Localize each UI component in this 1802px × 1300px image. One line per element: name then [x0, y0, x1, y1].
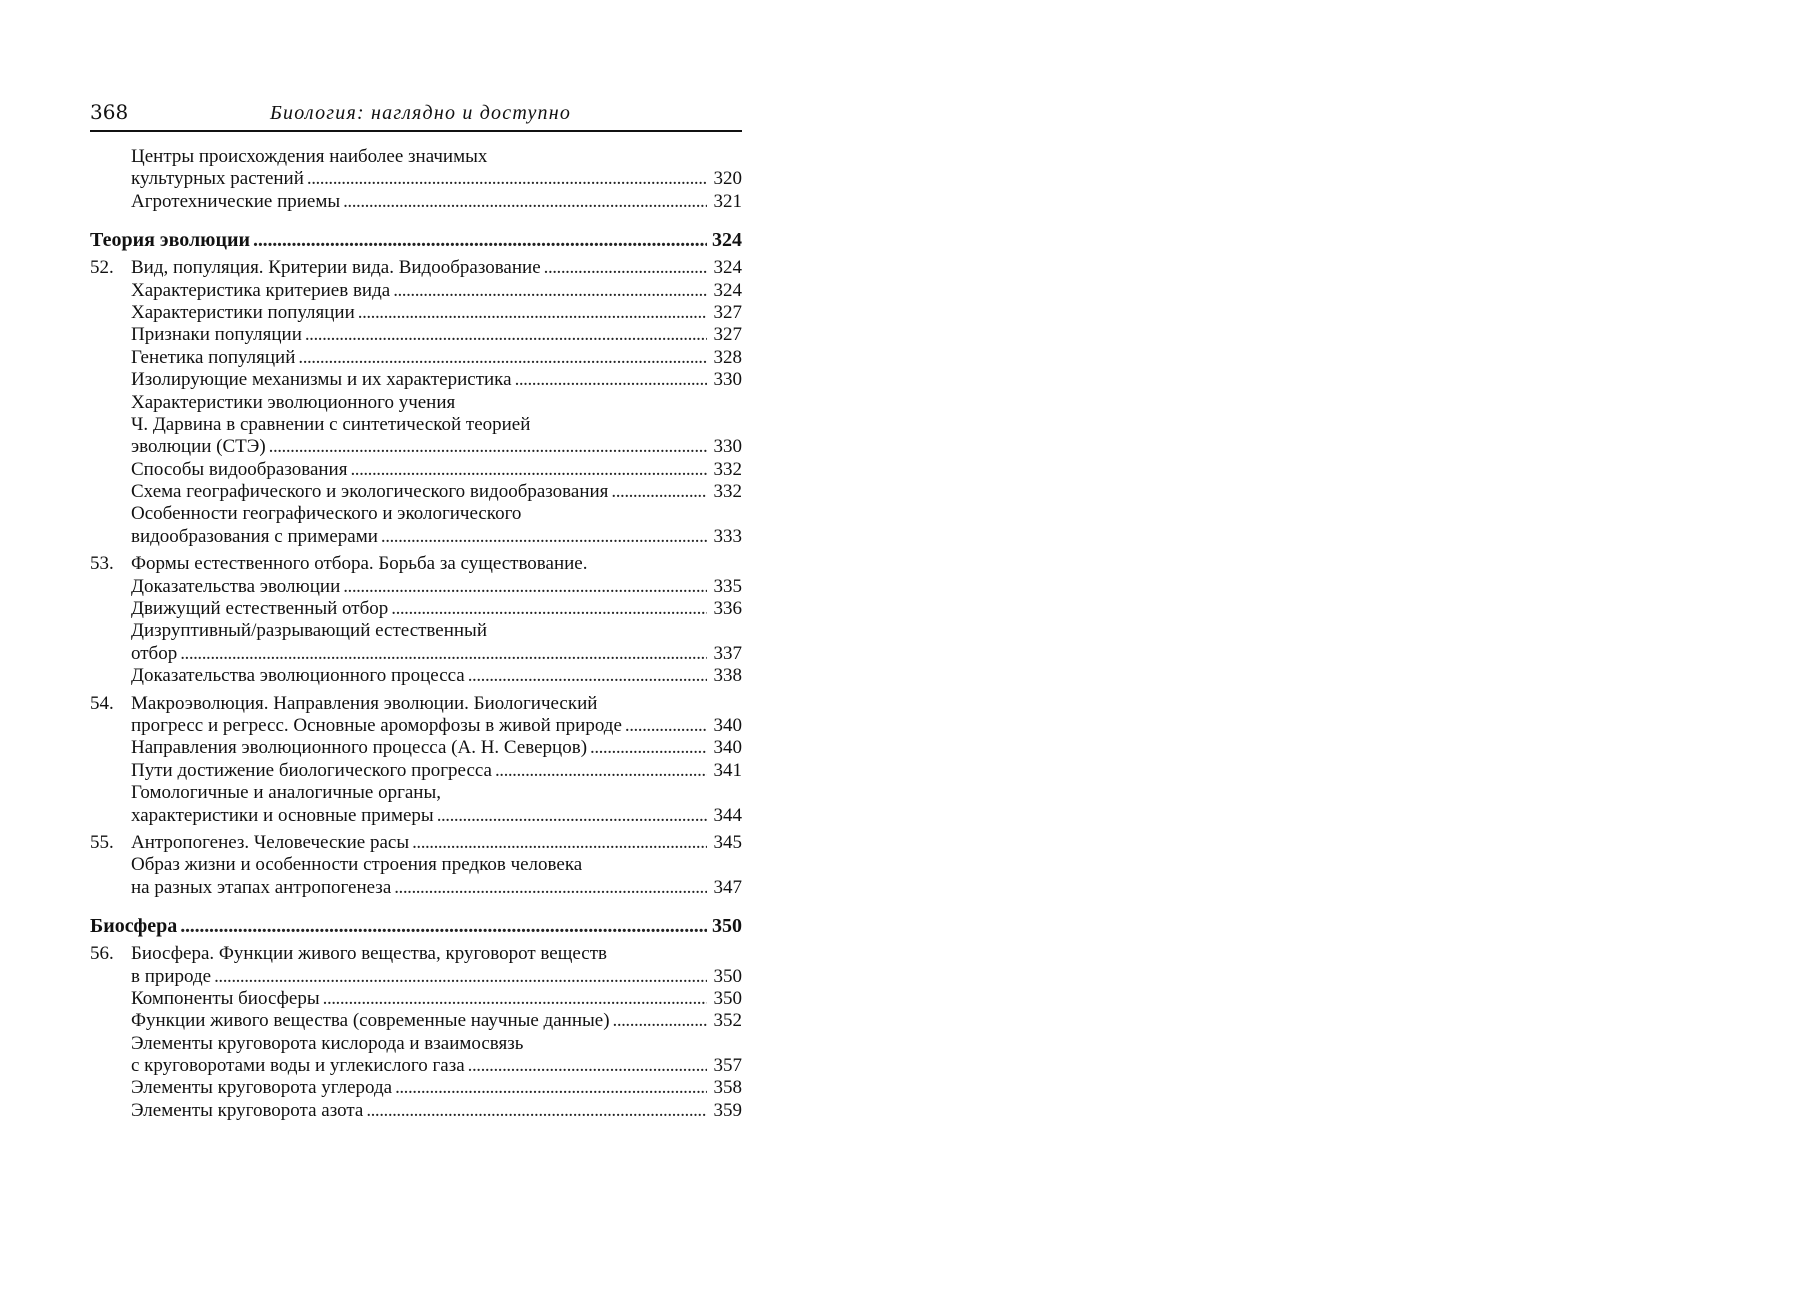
- toc-page-number: 350: [712, 915, 742, 938]
- toc-page-number: 358: [713, 1077, 742, 1099]
- toc-page-number: 327: [713, 324, 742, 346]
- toc-page-number: 335: [713, 575, 742, 597]
- toc-page-number: 344: [713, 804, 742, 826]
- toc-item-row: [90, 598, 742, 620]
- toc-chapter-number: 53.: [90, 553, 114, 575]
- toc-entry-title: Доказательства эволюционного процесса: [131, 665, 465, 687]
- toc-page-number: 330: [713, 369, 742, 391]
- toc-entry-title: Теория эволюции: [90, 229, 251, 252]
- toc-page-number: 352: [713, 1010, 742, 1032]
- toc-page-number: 340: [713, 737, 742, 759]
- toc-page-number: 345: [713, 831, 742, 853]
- toc-entry-title: эволюции (СТЭ): [131, 436, 266, 458]
- toc-dot-leader: [180, 914, 707, 938]
- toc-item-row: [90, 665, 742, 687]
- toc-page-number: 338: [713, 665, 742, 687]
- toc-page-number: 333: [713, 525, 742, 547]
- toc-dot-leader: [393, 280, 707, 302]
- toc-entry-title: Ч. Дарвина в сравнении с синтетической теорией: [131, 413, 531, 435]
- toc-entry-title: в природе: [131, 965, 212, 987]
- toc-entry-title: видообразования с примерами: [131, 525, 378, 547]
- toc-item-row: [90, 459, 742, 481]
- toc-dot-leader: [590, 737, 707, 759]
- toc-item-row: [90, 737, 742, 759]
- toc-item-row: [90, 854, 742, 876]
- table-of-contents: [90, 146, 742, 1122]
- toc-entry-title: Элементы круговорота кислорода и взаимосвязь: [131, 1032, 524, 1054]
- toc-item-row: [90, 877, 742, 899]
- toc-dot-leader: [298, 347, 707, 369]
- toc-chapter-row: [90, 257, 742, 279]
- toc-dot-leader: [437, 805, 707, 827]
- toc-item-row: [90, 760, 742, 782]
- toc-page-number: 350: [713, 965, 742, 987]
- toc-entry-title: Признаки популяции: [131, 324, 302, 346]
- toc-entry-title: Пути достижение биологического прогресса: [131, 759, 492, 781]
- toc-page-number: 327: [713, 301, 742, 323]
- toc-entry-title: Компоненты биосферы: [131, 987, 320, 1009]
- toc-entry-title: Элементы круговорота углерода: [131, 1077, 393, 1099]
- toc-dot-leader: [305, 324, 707, 346]
- toc-page-number: 320: [713, 168, 742, 190]
- toc-dot-leader: [381, 526, 707, 548]
- toc-entry-title: Образ жизни и особенности строения предков человека: [131, 854, 583, 876]
- toc-item-row: [90, 782, 742, 804]
- toc-entry-title: Изолирующие механизмы и их характеристика: [131, 369, 512, 391]
- toc-item-row: [90, 1100, 742, 1122]
- toc-item-row: [90, 481, 742, 503]
- toc-item-row: [90, 191, 742, 213]
- toc-section-row: [90, 228, 742, 252]
- toc-dot-leader: [495, 760, 707, 782]
- toc-chapter-row: [90, 943, 742, 965]
- toc-dot-leader: [394, 877, 707, 899]
- toc-page-number: 341: [713, 759, 742, 781]
- toc-entry-title: Формы естественного отбора. Борьба за существование.: [131, 553, 588, 575]
- toc-entry-title: Биосфера. Функции живого вещества, круговорот веществ: [131, 943, 607, 965]
- toc-dot-leader: [307, 168, 707, 190]
- toc-entry-title: Агротехнические приемы: [131, 190, 341, 212]
- toc-entry-title: прогресс и регресс. Основные ароморфозы в живой природе: [131, 714, 622, 736]
- toc-entry-title: Гомологичные и аналогичные органы,: [131, 782, 441, 804]
- toc-item-row: [90, 302, 742, 324]
- toc-item-row: [90, 1010, 742, 1032]
- toc-entry-title: отбор: [131, 642, 178, 664]
- toc-dot-leader: [214, 966, 707, 988]
- toc-chapter-row: [90, 693, 742, 715]
- toc-item-row: [90, 436, 742, 458]
- toc-dot-leader: [391, 598, 707, 620]
- toc-dot-leader: [468, 1055, 707, 1077]
- toc-item-row: [90, 503, 742, 525]
- toc-item-row: [90, 526, 742, 548]
- toc-entry-title: Генетика популяций: [131, 346, 296, 368]
- toc-dot-leader: [625, 715, 707, 737]
- toc-entry-title: Дизруптивный/разрывающий естественный: [131, 620, 487, 642]
- toc-chapter-number: 56.: [90, 943, 114, 965]
- toc-item-row: [90, 392, 742, 414]
- toc-dot-leader: [544, 257, 707, 279]
- toc-chapter-number: 55.: [90, 831, 114, 853]
- toc-dot-leader: [343, 191, 707, 213]
- toc-dot-leader: [395, 1077, 707, 1099]
- toc-entry-title: Характеристики эволюционного учения: [131, 391, 456, 413]
- toc-dot-leader: [343, 576, 707, 598]
- toc-page-number: 330: [713, 436, 742, 458]
- toc-dot-leader: [515, 369, 707, 391]
- toc-entry-title: Центры происхождения наиболее значимых: [131, 146, 488, 167]
- toc-chapter-row: [90, 832, 742, 854]
- toc-entry-title: Характеристики популяции: [131, 301, 355, 323]
- toc-entry-title: Макроэволюция. Направления эволюции. Биологический: [131, 692, 598, 714]
- toc-page-number: 328: [713, 346, 742, 368]
- toc-page-number: 359: [713, 1099, 742, 1121]
- toc-dot-leader: [180, 643, 707, 665]
- toc-dot-leader: [358, 302, 707, 324]
- toc-dot-leader: [253, 228, 707, 252]
- toc-entry-title: Элементы круговорота азота: [131, 1099, 364, 1121]
- toc-page-number: 324: [712, 229, 742, 252]
- toc-page-number: 337: [713, 642, 742, 664]
- toc-dot-leader: [613, 1010, 707, 1032]
- toc-chapter-number: 54.: [90, 692, 114, 714]
- toc-page-number: 336: [713, 598, 742, 620]
- toc-entry-title: Способы видообразования: [131, 458, 348, 480]
- toc-item-row: [90, 369, 742, 391]
- toc-item-row: [90, 1033, 742, 1055]
- toc-page-number: 340: [713, 714, 742, 736]
- toc-page-number: 324: [713, 257, 742, 279]
- toc-dot-leader: [611, 481, 707, 503]
- toc-entry-title: культурных растений: [131, 168, 304, 190]
- toc-section-row: [90, 914, 742, 938]
- toc-dot-leader: [366, 1100, 707, 1122]
- toc-page-number: 357: [713, 1055, 742, 1077]
- toc-chapter-row: [90, 553, 742, 575]
- toc-item-row: [90, 966, 742, 988]
- toc-entry-title: Вид, популяция. Критерии вида. Видообразование: [131, 257, 541, 279]
- toc-item-row: [90, 414, 742, 436]
- toc-entry-title: характеристики и основные примеры: [131, 804, 434, 826]
- toc-page-number: 332: [713, 458, 742, 480]
- toc-page-number: 332: [713, 481, 742, 503]
- toc-item-row: [90, 1055, 742, 1077]
- toc-dot-leader: [323, 988, 707, 1010]
- toc-entry-title: с круговоротами воды и углекислого газа: [131, 1055, 465, 1077]
- toc-entry-title: Схема географического и экологического видообразования: [131, 481, 609, 503]
- toc-entry-title: Особенности географического и экологического: [131, 503, 522, 525]
- toc-spacer: [90, 213, 742, 228]
- toc-item-row: [90, 805, 742, 827]
- toc-page-number: 324: [713, 279, 742, 301]
- toc-dot-leader: [412, 832, 707, 854]
- toc-item-row: [90, 620, 742, 642]
- page-header: [90, 96, 742, 132]
- toc-entry-title: на разных этапах антропогенеза: [131, 876, 392, 898]
- toc-item-row: [90, 280, 742, 302]
- book-page: [90, 96, 742, 1122]
- toc-dot-leader: [468, 665, 707, 687]
- toc-entry-title: Направления эволюционного процесса (А. Н. Северцов): [131, 737, 588, 759]
- toc-item-row: [90, 643, 742, 665]
- toc-item-row: [90, 146, 742, 168]
- toc-item-row: [90, 576, 742, 598]
- page-number: 368: [90, 100, 129, 124]
- toc-item-row: [90, 324, 742, 346]
- running-title: Биология: наглядно и доступно: [270, 102, 572, 124]
- toc-entry-title: Биосфера: [90, 915, 178, 938]
- toc-item-row: [90, 1077, 742, 1099]
- toc-entry-title: Движущий естественный отбор: [131, 598, 389, 620]
- toc-item-row: [90, 715, 742, 737]
- toc-dot-leader: [269, 436, 707, 458]
- toc-item-row: [90, 168, 742, 190]
- toc-dot-leader: [350, 459, 707, 481]
- toc-item-row: [90, 347, 742, 369]
- toc-entry-title: Характеристика критериев вида: [131, 279, 391, 301]
- toc-page-number: 321: [713, 190, 742, 212]
- toc-entry-title: Антропогенез. Человеческие расы: [131, 831, 410, 853]
- toc-page-number: 350: [713, 987, 742, 1009]
- toc-item-row: [90, 988, 742, 1010]
- toc-chapter-number: 52.: [90, 257, 114, 279]
- toc-page-number: 347: [713, 876, 742, 898]
- toc-entry-title: Доказательства эволюции: [131, 575, 341, 597]
- toc-spacer: [90, 899, 742, 914]
- toc-entry-title: Функции живого вещества (современные научные данные): [131, 1010, 610, 1032]
